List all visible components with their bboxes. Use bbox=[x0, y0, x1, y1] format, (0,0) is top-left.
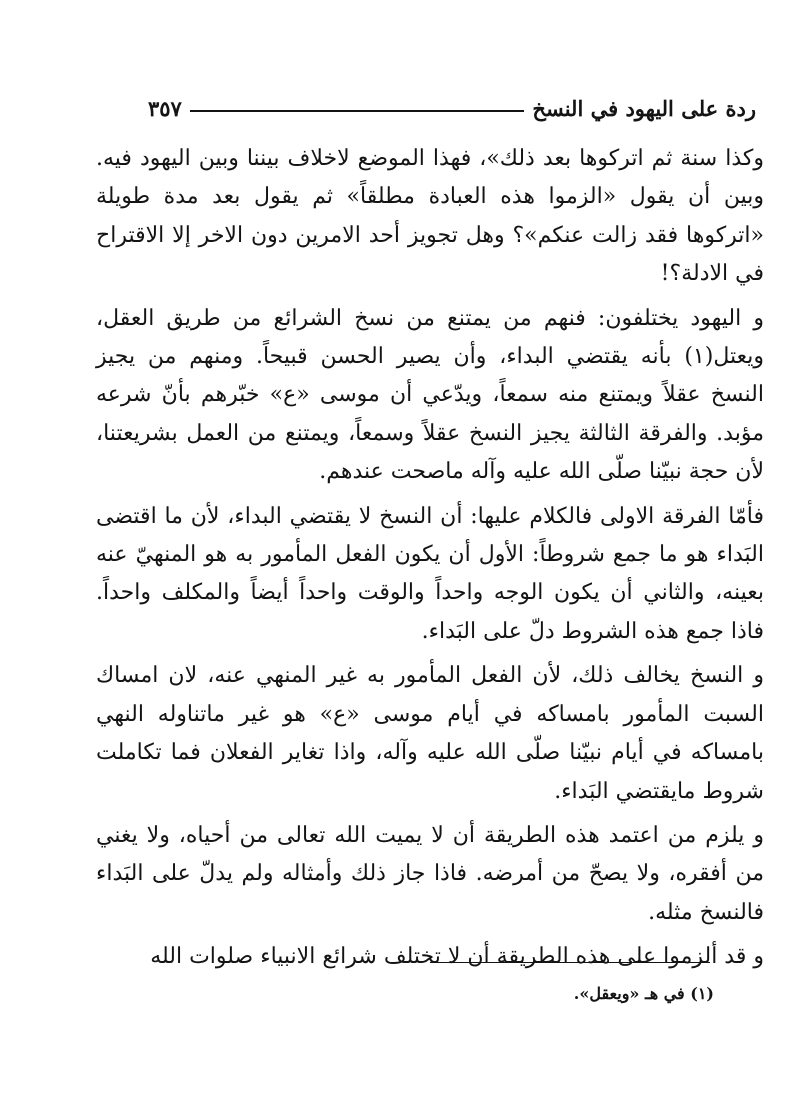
paragraph: و يلزم من اعتمد هذه الطريقة أن لا يميت الله تعالى من أحياه، ولا يغني من أفقره، ولا يصحّ من أمرضه. فاذا جاز ذلك وأمثاله ولم يدلّ على البَداء فالنسخ مثله. bbox=[96, 822, 764, 925]
paragraph: فأمّا الفرقة الاولى فالكلام عليها: أن النسخ لا يقتضي البداء، لأن ما اقتضى البَداء هو ما جمع شروطاً: الأول أن يكون الفعل المأمور به هو المنهيّ عنه بعينه، والثاني أن يكون الوجه واحداً والوقت واحداً أيضاً والمكلف واحداً. فاذا جمع هذه الشروط دلّ على البَداء. bbox=[96, 503, 765, 644]
page-number: ٣٥٧ bbox=[148, 95, 182, 121]
paragraph: وكذا سنة ثم اتركوها بعد ذلك»، فهذا الموضع لاخلاف بيننا وبين اليهود فيه. وبين أن يقول «الزموا هذه العبادة مطلقاً» ثم يقول بعد مدة طويلة «اتركوها فقد زالت عنكم»؟ وهل تجويز أحد الامرين دون الاخر إلا الاقتراح في الادلة؟! bbox=[96, 146, 765, 287]
footnote-rule bbox=[430, 962, 710, 963]
paragraph: و النسخ يخالف ذلك، لأن الفعل المأمور به غير المنهي عنه، لان امساك السبت المأمور بامساكه في أيام موسى «ع» هو غير ماتناوله النهي بامساكه في أيام نبيّنا صلّى الله عليه وآله، واذا تغاير الفعلان فما تكاملت شروط مايقتضي البَداء. bbox=[96, 663, 764, 804]
header-rule bbox=[190, 110, 525, 112]
paragraph: و اليهود يختلفون: فنهم من يمتنع من نسخ الشرائع من طريق العقل، ويعتل(١) بأنه يقتضي البداء، وأن يصير الحسن قبيحاً. ومنهم من يجيز النسخ عقلاً ويمتنع منه سمعاً، ويدّعي أن موسى «ع» خبّرهم بأنّ شرعه مؤبد. والفرقة الثالثة يجيز النسخ عقلاً وسمعاً، ويمتنع من العمل بشريعتنا، لأن حجة نبيّنا صلّى الله عليه وآله ماصحت عندهم. bbox=[96, 305, 764, 485]
page-header bbox=[148, 86, 756, 130]
body-text bbox=[96, 140, 764, 983]
paragraph: و قد ألزموا على هذه الطريقة أن لا تختلف شرائع الانبياء صلوات الله bbox=[150, 944, 764, 970]
running-title: ردة على اليهود في النسخ bbox=[532, 95, 756, 121]
footnote: (١) في هـ «ويعقل». bbox=[573, 984, 714, 1003]
